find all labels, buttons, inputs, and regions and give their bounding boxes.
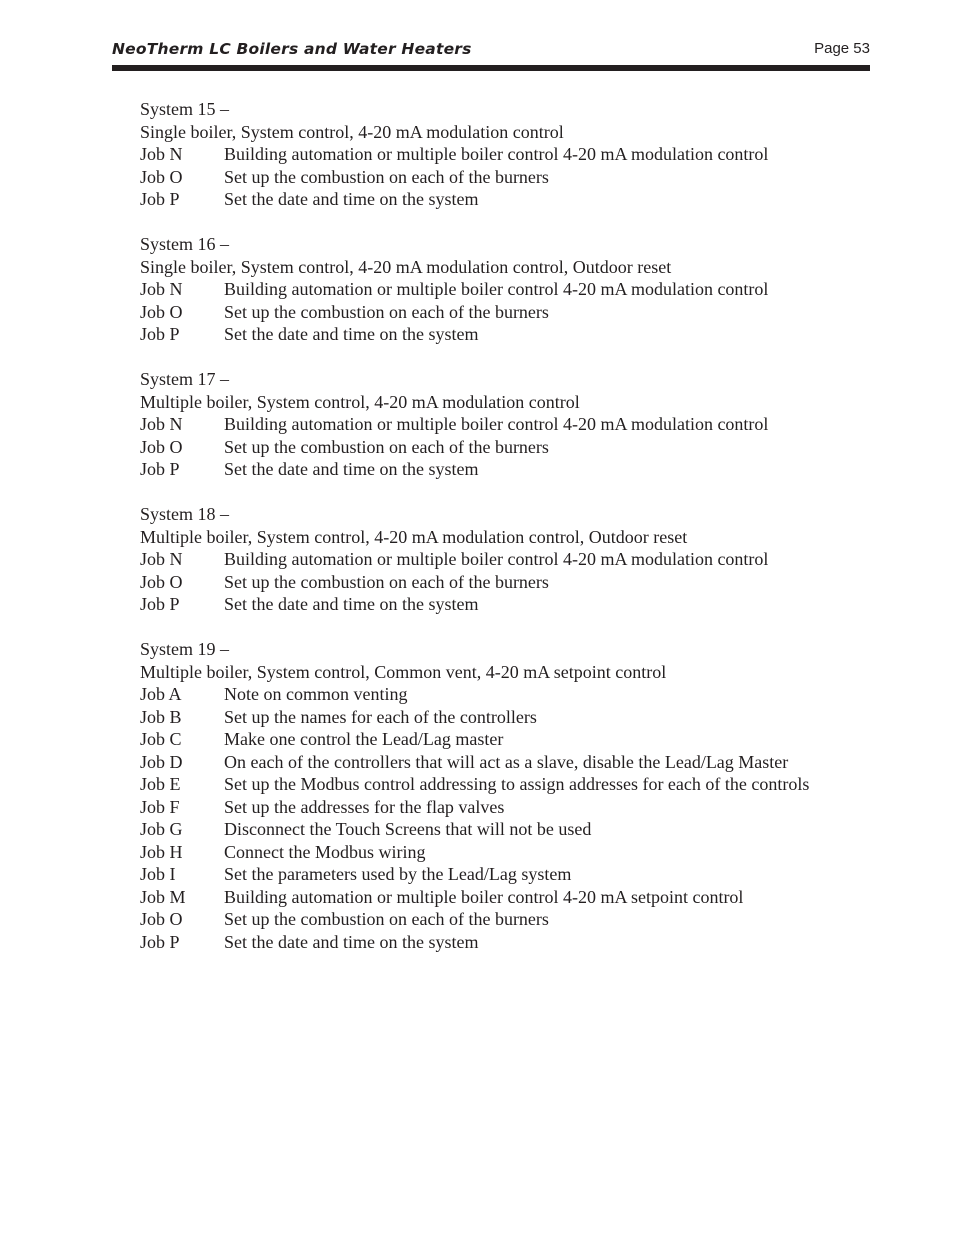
job-label: Job N <box>140 144 183 164</box>
document-title: NeoTherm LC Boilers and Water Heaters <box>112 40 472 58</box>
job-description: Building automation or multiple boiler control 4-20 mA setpoint control <box>224 886 744 907</box>
job-label: Job P <box>140 324 180 344</box>
system-block <box>140 368 860 481</box>
job-label: Job B <box>140 706 182 727</box>
job-row <box>140 143 860 166</box>
system-heading: System 18 – <box>140 504 230 524</box>
job-label: Job H <box>140 841 183 862</box>
job-description: Set the date and time on the system <box>224 459 479 479</box>
job-description: Set up the Modbus control addressing to assign addresses for each of the controls <box>224 774 810 794</box>
job-label: Job P <box>140 931 180 952</box>
job-description: Set the date and time on the system <box>224 189 479 209</box>
system-block <box>140 503 860 616</box>
job-description: Set up the combustion on each of the burners <box>224 301 549 322</box>
job-row <box>140 818 860 841</box>
job-row <box>140 683 860 706</box>
job-label: Job G <box>140 819 183 839</box>
job-row <box>140 863 860 886</box>
systems-list <box>140 98 860 976</box>
system-description: Multiple boiler, System control, Common vent, 4-20 mA setpoint control <box>140 661 667 682</box>
job-label: Job A <box>140 684 182 704</box>
job-row <box>140 571 860 594</box>
job-row <box>140 908 860 931</box>
job-row <box>140 413 860 436</box>
job-label: Job P <box>140 594 180 614</box>
job-label: Job O <box>140 166 183 187</box>
system-heading: System 15 – <box>140 99 230 119</box>
job-description: Set up the addresses for the flap valves <box>224 796 505 817</box>
system-block <box>140 638 860 953</box>
system-block <box>140 98 860 211</box>
job-description: Note on common venting <box>224 684 408 704</box>
page-number: Page 53 <box>814 40 870 57</box>
job-row <box>140 886 860 909</box>
system-description: Multiple boiler, System control, 4-20 mA modulation control <box>140 391 580 412</box>
job-label: Job O <box>140 909 183 929</box>
job-description: Connect the Modbus wiring <box>224 841 426 862</box>
job-description: Make one control the Lead/Lag master <box>224 729 504 749</box>
header-divider <box>112 65 870 71</box>
job-description: Disconnect the Touch Screens that will not be used <box>224 819 592 839</box>
job-description: Building automation or multiple boiler control 4-20 mA modulation control <box>224 414 769 434</box>
job-label: Job O <box>140 301 183 322</box>
job-row <box>140 323 860 346</box>
system-description: Single boiler, System control, 4-20 mA modulation control <box>140 121 564 142</box>
job-label: Job N <box>140 414 183 434</box>
job-row <box>140 301 860 324</box>
system-block <box>140 233 860 346</box>
job-row <box>140 751 860 774</box>
job-description: Set up the combustion on each of the burners <box>224 436 549 457</box>
job-label: Job P <box>140 459 180 479</box>
system-description: Multiple boiler, System control, 4-20 mA modulation control, Outdoor reset <box>140 526 688 547</box>
job-label: Job C <box>140 729 182 749</box>
job-row <box>140 706 860 729</box>
system-heading: System 16 – <box>140 234 230 254</box>
job-row <box>140 796 860 819</box>
job-description: Set up the combustion on each of the burners <box>224 909 549 929</box>
job-label: Job O <box>140 571 183 592</box>
job-description: Set up the combustion on each of the burners <box>224 571 549 592</box>
job-row <box>140 931 860 954</box>
job-row <box>140 728 860 751</box>
job-row <box>140 458 860 481</box>
job-label: Job F <box>140 796 180 817</box>
job-row <box>140 593 860 616</box>
system-description: Single boiler, System control, 4-20 mA modulation control, Outdoor reset <box>140 256 672 277</box>
job-label: Job O <box>140 436 183 457</box>
job-description: Set the parameters used by the Lead/Lag system <box>224 864 572 884</box>
job-label: Job P <box>140 189 180 209</box>
job-row <box>140 436 860 459</box>
job-row <box>140 548 860 571</box>
job-label: Job I <box>140 864 176 884</box>
job-row <box>140 278 860 301</box>
job-label: Job M <box>140 886 186 907</box>
job-row <box>140 773 860 796</box>
job-label: Job N <box>140 279 183 299</box>
system-heading: System 19 – <box>140 639 230 659</box>
job-description: Set up the combustion on each of the burners <box>224 166 549 187</box>
job-row <box>140 841 860 864</box>
job-label: Job D <box>140 751 183 772</box>
job-description: Building automation or multiple boiler control 4-20 mA modulation control <box>224 279 769 299</box>
job-description: Set the date and time on the system <box>224 931 479 952</box>
system-heading: System 17 – <box>140 369 230 389</box>
job-row <box>140 188 860 211</box>
job-description: On each of the controllers that will act as a slave, disable the Lead/Lag Master <box>224 751 789 772</box>
job-description: Set up the names for each of the controllers <box>224 706 537 727</box>
job-description: Building automation or multiple boiler control 4-20 mA modulation control <box>224 144 769 164</box>
job-description: Set the date and time on the system <box>224 594 479 614</box>
job-label: Job N <box>140 549 183 569</box>
job-description: Building automation or multiple boiler control 4-20 mA modulation control <box>224 549 769 569</box>
job-row <box>140 166 860 189</box>
page-header <box>112 38 870 62</box>
job-description: Set the date and time on the system <box>224 324 479 344</box>
job-label: Job E <box>140 774 181 794</box>
